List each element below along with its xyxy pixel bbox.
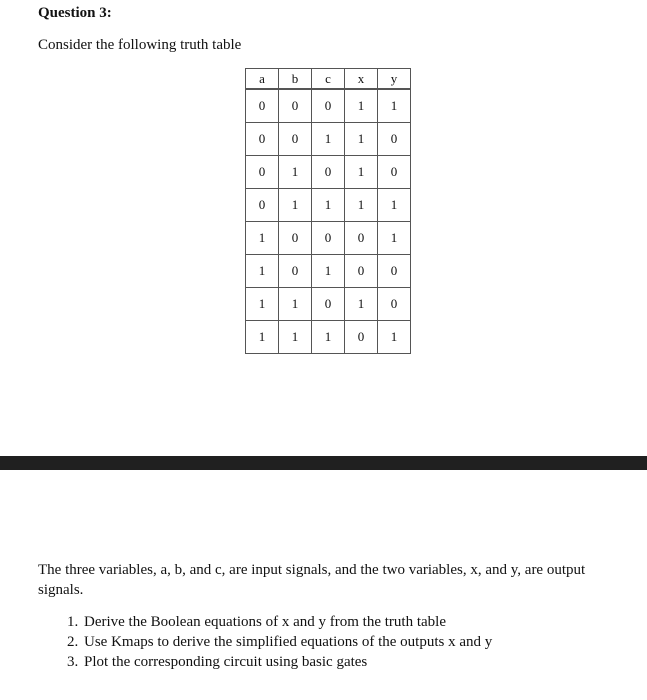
cell: 0 xyxy=(378,287,410,320)
header-a: a xyxy=(246,69,279,89)
header-x: x xyxy=(345,69,378,89)
table-row xyxy=(246,122,410,155)
header-b: b xyxy=(279,69,312,89)
cell: 0 xyxy=(345,221,378,254)
cell: 0 xyxy=(378,155,410,188)
cell: 1 xyxy=(246,254,279,287)
cell: 1 xyxy=(246,287,279,320)
truth-table-header-row xyxy=(246,69,410,89)
list-item: 2. Use Kmaps to derive the simplified equations of the outputs x and y xyxy=(82,632,492,652)
cell: 1 xyxy=(345,188,378,221)
cell: 0 xyxy=(378,254,410,287)
cell: 1 xyxy=(279,188,312,221)
cell: 0 xyxy=(312,155,345,188)
question-title: Question 3: xyxy=(38,5,112,21)
list-item: 3. Plot the corresponding circuit using basic gates xyxy=(82,652,492,672)
list-item: 1. Derive the Boolean equations of x and y from the truth table xyxy=(82,612,492,632)
table-row xyxy=(246,254,410,287)
cell: 1 xyxy=(378,89,410,122)
cell: 1 xyxy=(279,287,312,320)
table-row xyxy=(246,287,410,320)
section-divider xyxy=(0,456,647,470)
cell: 1 xyxy=(279,155,312,188)
cell: 1 xyxy=(345,287,378,320)
cell: 1 xyxy=(246,221,279,254)
table-row xyxy=(246,188,410,221)
header-y: y xyxy=(378,69,410,89)
cell: 0 xyxy=(279,89,312,122)
cell: 0 xyxy=(279,122,312,155)
cell: 0 xyxy=(246,188,279,221)
cell: 1 xyxy=(345,89,378,122)
cell: 0 xyxy=(279,254,312,287)
cell: 1 xyxy=(378,188,410,221)
cell: 0 xyxy=(378,122,410,155)
cell: 1 xyxy=(378,221,410,254)
cell: 1 xyxy=(279,320,312,353)
cell: 0 xyxy=(312,287,345,320)
cell: 0 xyxy=(345,254,378,287)
question-intro: Consider the following truth table xyxy=(38,37,242,53)
cell: 1 xyxy=(345,122,378,155)
description-paragraph: The three variables, a, b, and c, are input signals, and the two variables, x, and y, are output signals. xyxy=(38,562,586,598)
header-c: c xyxy=(312,69,345,89)
cell: 0 xyxy=(312,89,345,122)
cell: 1 xyxy=(312,320,345,353)
cell: 0 xyxy=(345,320,378,353)
cell: 0 xyxy=(246,155,279,188)
cell: 1 xyxy=(312,254,345,287)
cell: 1 xyxy=(246,320,279,353)
table-row xyxy=(246,89,410,122)
cell: 1 xyxy=(312,122,345,155)
task-list xyxy=(58,612,492,672)
cell: 0 xyxy=(246,89,279,122)
table-row xyxy=(246,155,410,188)
cell: 1 xyxy=(345,155,378,188)
truth-table xyxy=(245,68,411,354)
cell: 0 xyxy=(279,221,312,254)
cell: 1 xyxy=(312,188,345,221)
cell: 1 xyxy=(378,320,410,353)
table-row xyxy=(246,320,410,353)
table-row xyxy=(246,221,410,254)
cell: 0 xyxy=(312,221,345,254)
cell: 0 xyxy=(246,122,279,155)
